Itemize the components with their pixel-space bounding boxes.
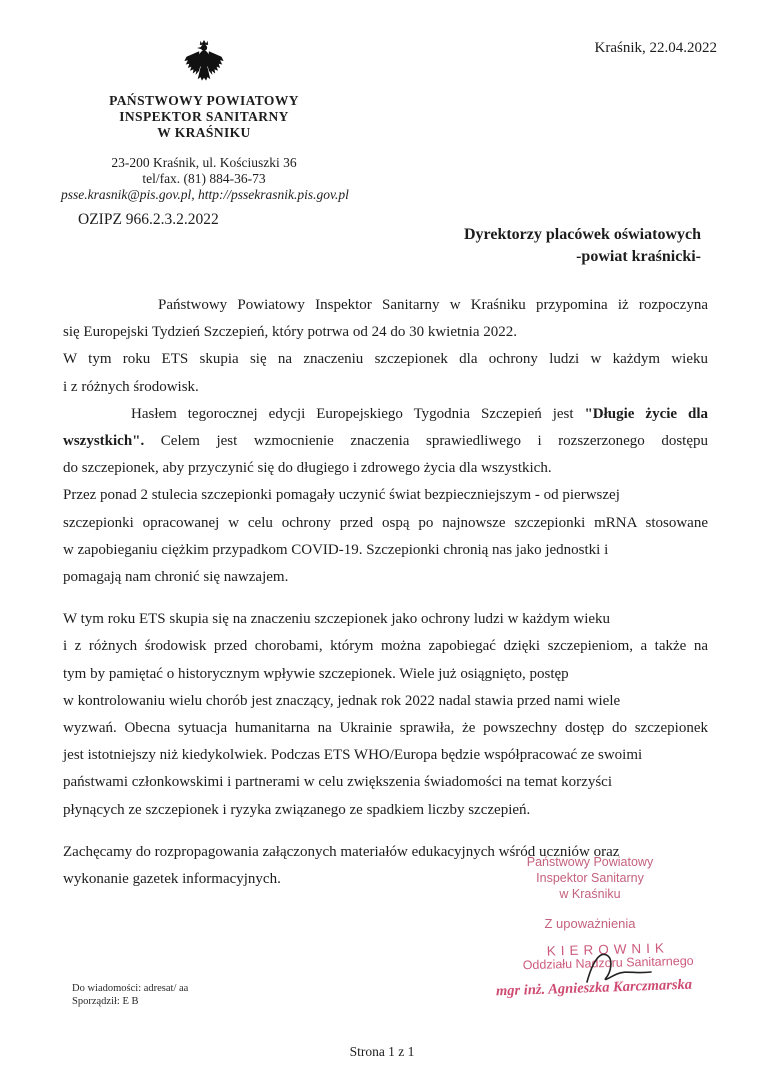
body-line	[63, 428, 708, 455]
text-segment: w zapobieganiu ciężkim przypadkom COVID-19. Szczepionki chronią nas jako jednostki i	[63, 541, 609, 558]
stamp-signatory-name: mgr inż. Agnieszka Karczmarska	[495, 976, 693, 1000]
body-line	[63, 633, 708, 660]
stamp-institution-line: Inspektor Sanitarny	[536, 871, 644, 885]
body-line	[63, 292, 708, 319]
institution-name-line: PAŃSTWOWY POWIATOWY	[109, 93, 299, 108]
address-line: tel/fax. (81) 884-36-73	[142, 170, 266, 186]
body-line	[63, 715, 708, 742]
footer-cc-line: Do wiadomości: adresat/ aa	[72, 983, 189, 994]
text-segment: się Europejski Tydzień Szczepień, który potrwa od 24 do 30 kwietnia 2022.	[63, 324, 517, 341]
bold-text-segment: wszystkich".	[63, 433, 161, 450]
stamp-authorization: Z upoważnienia	[544, 916, 636, 931]
contact-line: psse.krasnik@pis.gov.pl, http://pssekrasnik.pis.gov.pl	[61, 187, 349, 202]
text-segment: państwami członkowskimi i partnerami w celu zwiększenia świadomości na temat korzyści	[63, 774, 613, 791]
page-number: Strona 1 z 1	[349, 1044, 415, 1059]
text-segment: płynących ze szczepionek i ryzyka związanego ze spadkiem liczby szczepień.	[63, 801, 531, 818]
body-line	[63, 742, 708, 769]
body-line	[63, 455, 708, 482]
text-segment: tym by pamiętać o historycznym wpływie szczepionek. Wiele już osiągnięto, postęp	[63, 665, 569, 682]
footer-notes	[72, 982, 188, 1008]
text-segment: i z różnych środowisk przed chorobami, którym można zapobiegać dzięki szczepieniom, a także na	[63, 638, 708, 655]
letter-date: Kraśnik, 22.04.2022	[594, 40, 717, 56]
text-segment: Celem jest wzmocnienie znaczenia sprawiedliwego i rozszerzonego dostępu	[160, 433, 708, 450]
addressee-line-2: -powiat kraśnicki-	[576, 248, 701, 265]
reference-number: OZIPZ 966.2.3.2.2022	[78, 211, 219, 228]
footer-prepared-by: Sporządził: E B	[72, 996, 139, 1007]
handwritten-signature-icon	[583, 946, 655, 990]
body-line	[63, 769, 708, 796]
text-segment: pomagają nam chronić się nawzajem.	[63, 569, 289, 586]
stamp-title: KIEROWNIK	[546, 940, 670, 959]
stamp-institution	[462, 854, 718, 902]
text-segment: Zachęcamy do rozpropagowania załączonych materiałów edukacyjnych wśród uczniów oraz	[63, 843, 620, 860]
body-line	[63, 319, 708, 346]
text-segment: wyzwań. Obecna sytuacja humanitarna na Ukrainie sprawiła, że powszechny dostęp do szczepionek	[63, 720, 708, 737]
body-line	[63, 374, 708, 401]
body-line	[63, 537, 708, 564]
body-line	[63, 510, 708, 537]
body-line	[63, 797, 708, 824]
addressee-line-1: Dyrektorzy placówek oświatowych	[463, 226, 701, 243]
stamp-institution-line: w Kraśniku	[559, 887, 621, 901]
text-segment: do szczepionek, aby przyczynić się do długiego i zdrowego życia dla wszystkich.	[63, 460, 552, 477]
body-line	[63, 564, 708, 591]
polish-eagle-emblem-icon	[183, 33, 225, 89]
letter-body	[63, 292, 708, 893]
text-segment: i z różnych środowisk.	[63, 378, 199, 395]
text-segment: W tym roku ETS skupia się na znaczeniu szczepionek jako ochrony ludzi w każdym wieku	[63, 611, 611, 628]
body-line	[63, 688, 708, 715]
stamp-department: Oddziału Nadzoru Sanitarnego	[522, 953, 694, 973]
institution-name-line: INSPEKTOR SANITARNY	[119, 109, 289, 124]
institution-name-line: W KRAŚNIKU	[157, 125, 251, 140]
body-line	[63, 606, 708, 633]
stamp-institution-line: Państwowy Powiatowy	[526, 855, 654, 869]
body-line	[63, 661, 708, 688]
text-segment: Państwowy Powiatowy Inspektor Sanitarny w Kraśniku przypomina iż rozpoczyna	[158, 297, 708, 313]
text-segment: jest istotniejszy niż kiedykolwiek. Podczas ETS WHO/Europa będzie współpracować ze swoimi	[63, 747, 643, 764]
text-segment: Przez ponad 2 stulecia szczepionki pomagały uczynić świat bezpieczniejszym - od pierwszej	[63, 487, 620, 504]
body-line	[63, 346, 708, 373]
text-segment: w kontrolowaniu wielu chorób jest znaczący, jednak rok 2022 nadal stawia przed nami wiele	[63, 692, 621, 709]
body-line	[63, 482, 708, 509]
bold-text-segment: "Długie życie dla	[584, 405, 708, 422]
addressee-block	[464, 224, 701, 268]
text-segment: Hasłem tegorocznej edycji Europejskiego Tygodnia Szczepień jest	[131, 405, 585, 422]
letterhead	[61, 33, 347, 203]
text-segment: szczepionki opracowanej w celu ochrony przed ospą po najnowsze szczepionki mRNA stosowane	[63, 514, 708, 531]
body-line	[63, 401, 708, 428]
institution-name	[61, 93, 347, 141]
institution-address	[61, 155, 347, 186]
text-segment: W tym roku ETS skupia się na znaczeniu szczepionek dla ochrony ludzi w każdym wieku	[63, 351, 708, 368]
text-segment: wykonanie gazetek informacyjnych.	[63, 871, 281, 888]
address-line: 23-200 Kraśnik, ul. Kościuszki 36	[111, 155, 297, 170]
